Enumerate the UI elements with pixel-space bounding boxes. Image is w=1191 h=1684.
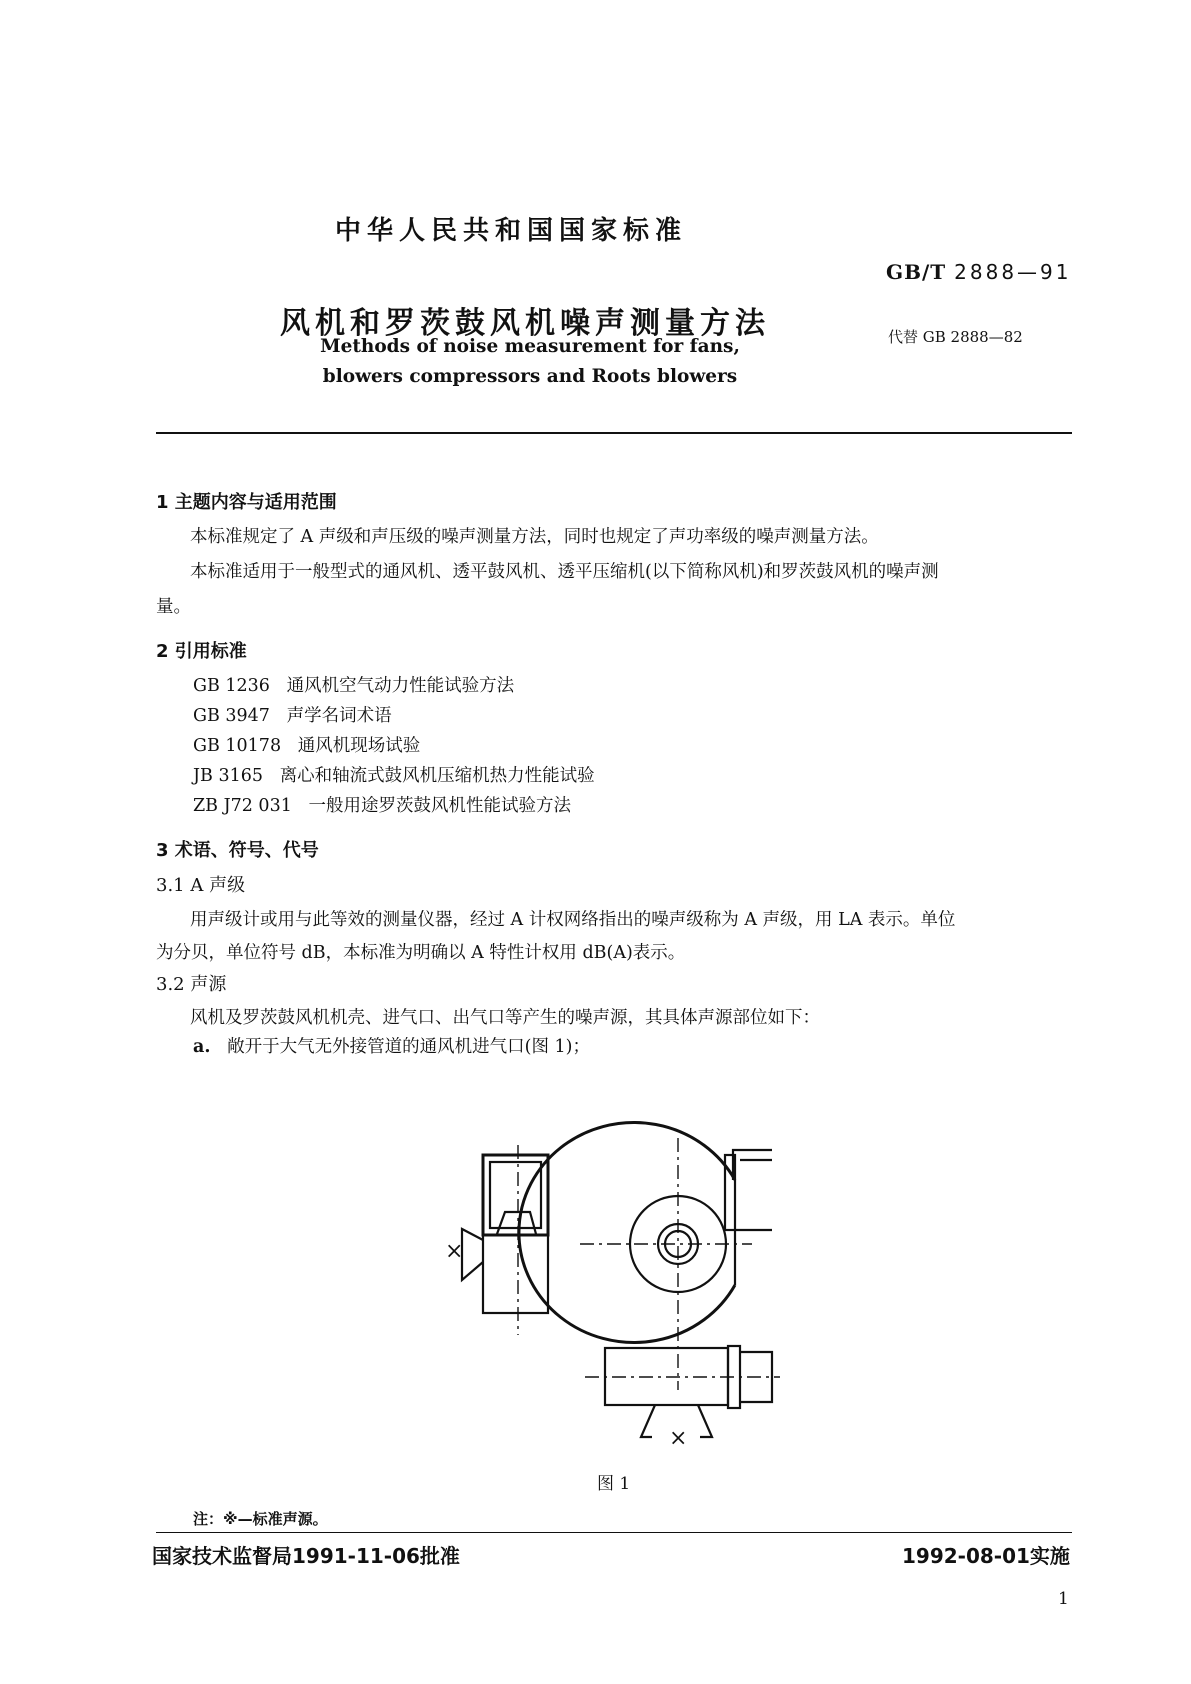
section-1-paragraph-2-line1: 本标准适用于一般型式的通风机、透平鼓风机、透平压缩机(以下简称风机)和罗茨鼓风机的噪声测	[190, 562, 939, 582]
fan-outlet-bottom	[735, 1230, 772, 1285]
reference-code: GB 10178	[193, 736, 282, 756]
fan-top-view	[585, 1346, 780, 1437]
reference-code: GB 3947	[193, 706, 270, 726]
document-title-en-line2: blowers compressors and Roots blowers	[322, 366, 738, 387]
section-1-paragraph-2-line2: 量。	[156, 597, 191, 617]
document-title-en-line1: Methods of noise measurement for fans,	[320, 336, 740, 357]
reference-code: GB 1236	[193, 676, 270, 696]
section-3-2-heading: 3.2 声源	[156, 974, 227, 995]
fan-outlet-top	[733, 1150, 772, 1180]
sound-source-mark-bottom: ×	[669, 1426, 688, 1451]
footer-rule	[156, 1532, 1072, 1533]
section-3-1-heading: 3.1 A 声级	[156, 875, 246, 896]
page-number: 1	[1058, 1589, 1069, 1609]
section-1-heading: 1 主题内容与适用范围	[156, 492, 337, 513]
reference-title: 一般用途罗茨鼓风机性能试验方法	[308, 796, 572, 816]
section-1-paragraph-1: 本标准规定了 A 声级和声压级的噪声测量方法，同时也规定了声功率级的噪声测量方法。	[190, 527, 879, 547]
section-3-heading: 3 术语、符号、代号	[156, 840, 319, 861]
reference-code: ZB J72 031	[193, 796, 292, 816]
figure-caption: 图 1	[597, 1474, 631, 1494]
fan-scroll-casing	[519, 1123, 735, 1343]
fan-side-housing	[483, 1155, 548, 1235]
fan-side-inlet-flare	[462, 1229, 483, 1280]
country-standard-title: 中华人民共和国国家标准	[335, 216, 688, 246]
section-2-heading: 2 引用标准	[156, 641, 247, 662]
section-3-1-line1: 用声级计或用与此等效的测量仪器，经过 A 计权网络指出的噪声级称为 A 声级，用 LA 表示。单位	[190, 910, 956, 930]
section-3-2-intro: 风机及罗茨鼓风机机壳、进气口、出气口等产生的噪声源，其具体声源部位如下：	[190, 1008, 820, 1028]
reference-title: 通风机现场试验	[297, 736, 421, 756]
section-3-1-line2: 为分贝，单位符号 dB，本标准为明确以 A 特性计权用 dB(A)表示。	[156, 943, 686, 963]
reference-code: JB 3165	[193, 766, 263, 786]
figure-note: 注：※—标准声源。	[193, 1510, 328, 1528]
standard-code-number: 2888—91	[954, 260, 1072, 284]
document-title-cn: 风机和罗茨鼓风机噪声测量方法	[280, 306, 770, 341]
fan-side-motor-mount	[497, 1212, 536, 1234]
approval-date: 国家技术监督局1991-11-06批准	[152, 1544, 460, 1568]
fan-side-housing-inner	[490, 1162, 541, 1228]
effective-date: 1992-08-01实施	[902, 1544, 1070, 1568]
reference-title: 离心和轴流式鼓风机压缩机热力性能试验	[279, 766, 595, 786]
item-a-text: 敞开于大气无外接管道的通风机进气口(图 1)；	[227, 1037, 590, 1057]
sound-source-mark-left: ×	[445, 1239, 464, 1264]
reference-title: 通风机空气动力性能试验方法	[286, 676, 515, 696]
item-a-label: a.	[193, 1037, 211, 1057]
replaces-note: 代替 GB 2888—82	[888, 328, 1023, 346]
reference-title: 声学名词术语	[286, 706, 392, 726]
fan-front-view	[519, 1123, 772, 1391]
standard-code-prefix: GB/T	[886, 260, 947, 284]
